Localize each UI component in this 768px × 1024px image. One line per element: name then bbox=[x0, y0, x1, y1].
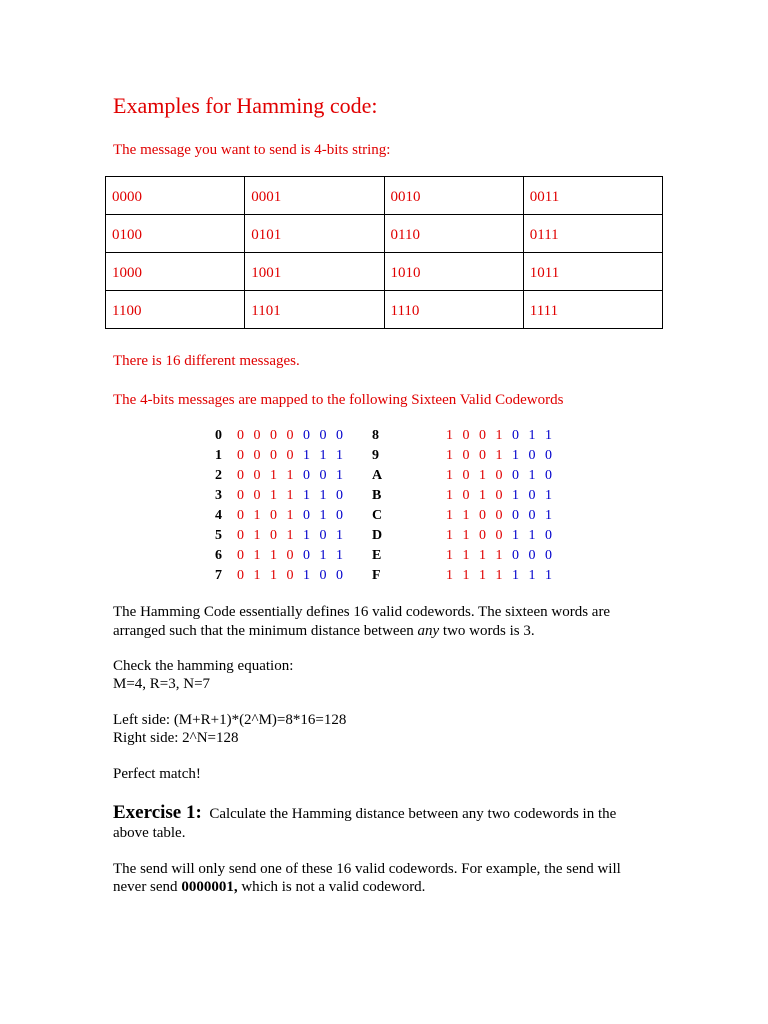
exercise-line-2: above table. bbox=[113, 825, 186, 841]
codeword-data-bits: 0 1 1 0 bbox=[237, 568, 297, 583]
codeword-row bbox=[215, 526, 346, 546]
codeword-data-bits: 1 0 0 1 bbox=[446, 448, 506, 463]
codeword-label: 1 bbox=[215, 448, 222, 463]
codeword-parity-bits: 0 1 0 bbox=[296, 508, 346, 523]
page-title: Examples for Hamming code: bbox=[113, 93, 378, 118]
codeword-label: A bbox=[372, 468, 383, 483]
codeword-parity-bits: 1 1 1 bbox=[296, 448, 346, 463]
message-cell: 1000 bbox=[106, 253, 245, 291]
paragraph-line: The Hamming Code essentially defines 16 valid codewords. The sixteen words are bbox=[113, 604, 611, 620]
left-side-equation: Left side: (M+R+1)*(2^M)=8*16=128 bbox=[113, 712, 347, 728]
codeword-row bbox=[215, 446, 346, 466]
codeword-parity-bits: 1 1 0 bbox=[505, 528, 555, 543]
emphasis-text: any bbox=[417, 623, 440, 639]
codeword-row bbox=[215, 506, 346, 526]
message-cell: 1001 bbox=[245, 253, 384, 291]
codeword-data-bits: 0 1 1 0 bbox=[237, 548, 297, 563]
send-line-2 bbox=[113, 878, 425, 896]
message-cell: 0101 bbox=[245, 215, 384, 253]
codeword-row bbox=[215, 546, 346, 566]
codeword-label: 7 bbox=[215, 568, 222, 583]
codeword-label: 2 bbox=[215, 468, 222, 483]
perfect-match-text: Perfect match! bbox=[113, 766, 201, 782]
message-row bbox=[106, 215, 663, 253]
codeword-label: 9 bbox=[372, 448, 379, 463]
codeword-parity-bits: 1 0 1 bbox=[296, 528, 346, 543]
codeword-label: E bbox=[372, 548, 382, 563]
codeword-label: 5 bbox=[215, 528, 222, 543]
codeword-data-bits: 1 1 0 0 bbox=[446, 508, 506, 523]
codeword-parity-bits: 0 1 0 bbox=[505, 468, 555, 483]
message-row bbox=[106, 291, 663, 329]
codeword-data-bits: 0 0 1 1 bbox=[237, 488, 297, 503]
codeword-data-bits: 0 0 0 0 bbox=[237, 428, 297, 443]
text-span: which is not a valid codeword. bbox=[237, 879, 426, 895]
codeword-row bbox=[215, 466, 346, 486]
message-cell: 0111 bbox=[523, 215, 662, 253]
message-row bbox=[106, 253, 663, 291]
message-cell: 1100 bbox=[106, 291, 245, 329]
message-cell: 0000 bbox=[106, 177, 245, 215]
codeword-data-bits: 1 0 1 0 bbox=[446, 488, 506, 503]
codeword-data-bits: 1 0 0 1 bbox=[446, 428, 506, 443]
codeword-label: 4 bbox=[215, 508, 222, 523]
codeword-data-bits: 0 1 0 1 bbox=[237, 528, 297, 543]
message-cell: 1101 bbox=[245, 291, 384, 329]
mapping-text: The 4-bits messages are mapped to the following Sixteen Valid Codewords bbox=[113, 392, 564, 408]
check-heading: Check the hamming equation: bbox=[113, 658, 294, 674]
right-side-equation: Right side: 2^N=128 bbox=[113, 730, 239, 746]
codeword-parity-bits: 0 1 1 bbox=[296, 548, 346, 563]
codeword-row bbox=[372, 566, 555, 586]
text-span: two words is 3. bbox=[439, 623, 535, 639]
text-span: never send bbox=[113, 879, 182, 895]
codeword-row bbox=[372, 546, 555, 566]
codeword-parity-bits: 1 0 1 bbox=[505, 488, 555, 503]
codeword-data-bits: 0 1 0 1 bbox=[237, 508, 297, 523]
codeword-row bbox=[372, 446, 555, 466]
message-cell: 0001 bbox=[245, 177, 384, 215]
exercise-line bbox=[113, 802, 616, 825]
codeword-parity-bits: 1 0 0 bbox=[296, 568, 346, 583]
codeword-parity-bits: 0 0 1 bbox=[296, 468, 346, 483]
check-values: M=4, R=3, N=7 bbox=[113, 676, 211, 692]
codeword-parity-bits: 0 1 1 bbox=[505, 428, 555, 443]
codeword-label: F bbox=[372, 568, 381, 583]
message-cell: 0100 bbox=[106, 215, 245, 253]
codeword-data-bits: 1 1 1 1 bbox=[446, 568, 506, 583]
codeword-data-bits: 0 0 0 0 bbox=[237, 448, 297, 463]
message-cell: 1111 bbox=[523, 291, 662, 329]
codeword-label: 0 bbox=[215, 428, 222, 443]
codeword-row bbox=[372, 466, 555, 486]
invalid-codeword: 0000001, bbox=[181, 879, 238, 895]
codeword-row bbox=[372, 506, 555, 526]
codeword-data-bits: 1 0 1 0 bbox=[446, 468, 506, 483]
codeword-parity-bits: 0 0 0 bbox=[296, 428, 346, 443]
codeword-parity-bits: 1 0 0 bbox=[505, 448, 555, 463]
codeword-data-bits: 1 1 1 1 bbox=[446, 548, 506, 563]
codeword-row bbox=[215, 566, 346, 586]
codeword-parity-bits: 0 0 1 bbox=[505, 508, 555, 523]
codeword-parity-bits: 1 1 0 bbox=[296, 488, 346, 503]
codeword-row bbox=[215, 426, 346, 446]
codeword-label: 3 bbox=[215, 488, 222, 503]
exercise-title: Exercise 1: bbox=[113, 802, 202, 823]
codeword-data-bits: 0 0 1 1 bbox=[237, 468, 297, 483]
intro-text: The message you want to send is 4-bits string: bbox=[113, 142, 391, 158]
codeword-label: 6 bbox=[215, 548, 222, 563]
codeword-label: D bbox=[372, 528, 383, 543]
message-table bbox=[105, 176, 663, 329]
message-cell: 1110 bbox=[384, 291, 523, 329]
codeword-row bbox=[215, 486, 346, 506]
message-cell: 0011 bbox=[523, 177, 662, 215]
exercise-text: Calculate the Hamming distance between any two codewords in the bbox=[209, 806, 617, 822]
codeword-label: 8 bbox=[372, 428, 379, 443]
text-span: arranged such that the minimum distance between bbox=[113, 623, 418, 639]
message-cell: 0110 bbox=[384, 215, 523, 253]
count-text: There is 16 different messages. bbox=[113, 353, 300, 369]
codeword-row bbox=[372, 526, 555, 546]
message-cell: 1010 bbox=[384, 253, 523, 291]
codeword-list-right bbox=[372, 426, 555, 586]
message-cell: 1011 bbox=[523, 253, 662, 291]
codeword-label: B bbox=[372, 488, 382, 503]
codeword-row bbox=[372, 486, 555, 506]
codeword-parity-bits: 1 1 1 bbox=[505, 568, 555, 583]
codeword-row bbox=[372, 426, 555, 446]
message-row bbox=[106, 177, 663, 215]
message-cell: 0010 bbox=[384, 177, 523, 215]
codeword-parity-bits: 0 0 0 bbox=[505, 548, 555, 563]
codeword-list-left bbox=[215, 426, 346, 586]
paragraph-line bbox=[113, 622, 535, 640]
codeword-label: C bbox=[372, 508, 383, 523]
send-line: The send will only send one of these 16 valid codewords. For example, the send will bbox=[113, 861, 621, 877]
codeword-data-bits: 1 1 0 0 bbox=[446, 528, 506, 543]
